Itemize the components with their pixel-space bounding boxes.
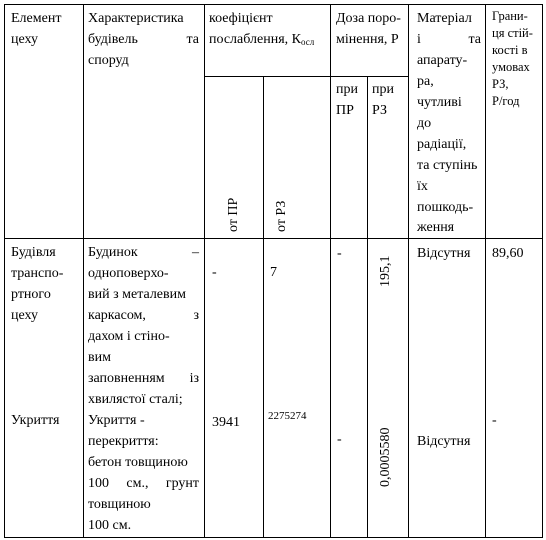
header-element-line1: Елемент: [11, 11, 62, 26]
header-coefficient-subscript: осл: [301, 37, 315, 47]
row1-characteristics-word: каркасом,: [88, 308, 146, 323]
header-dose-rz-line2: РЗ: [372, 103, 387, 118]
row1-characteristics-line: дахом і стіно-: [88, 329, 170, 344]
row2-characteristics-line: Укриття -: [88, 413, 145, 428]
header-k-rz: от РЗ: [274, 200, 289, 232]
row1-element-line: транспо-: [11, 266, 64, 281]
header-divider: [204, 76, 408, 77]
header-characteristics-word: та: [186, 32, 199, 47]
row2-dose-pr: -: [337, 432, 342, 447]
row1-characteristics-line: вий з металевим: [88, 287, 186, 302]
row2-characteristics-line: [88, 473, 199, 494]
header-limit-line: Р/год: [492, 94, 520, 108]
header-characteristics-word: будівель: [88, 32, 138, 47]
header-element-line2: цеху: [11, 32, 38, 47]
column-divider: [83, 4, 84, 538]
header-material-line: та ступінь: [417, 158, 478, 173]
row1-element-line: Будівля: [11, 245, 56, 260]
row1-characteristics-word: із: [189, 371, 199, 386]
header-limit-line: кості в: [492, 43, 528, 57]
row2-element-line: Укриття: [11, 413, 60, 428]
row1-characteristics-line: одноповерхо-: [88, 266, 169, 281]
row1-element-line: цеху: [11, 308, 38, 323]
header-limit-line: РЗ,: [492, 77, 509, 91]
header-dose-pr-line1: при: [336, 82, 358, 97]
table-border-right: [542, 4, 543, 538]
row2-characteristics-line: бетон товщиною: [88, 455, 188, 470]
header-material-line: чутливі: [417, 95, 462, 110]
column-divider: [367, 76, 368, 538]
row1-characteristics-line: [88, 242, 199, 263]
row1-characteristics-line: хвилястої сталі;: [88, 392, 183, 407]
row1-dose-pr: -: [337, 246, 342, 261]
table-border-bottom: [4, 537, 543, 538]
header-material-line: радіації,: [417, 137, 467, 152]
row2-characteristics-word: грунт: [165, 476, 199, 491]
row2-characteristics-word: 100: [88, 476, 109, 491]
header-k-pr: от ПР: [226, 197, 241, 232]
row1-k-pr: -: [212, 265, 217, 280]
row1-characteristics-word: з: [193, 308, 199, 323]
header-material-line: апарату-: [417, 53, 468, 68]
header-bottom-border: [4, 238, 543, 239]
header-dose-line2: мінення, Р: [336, 32, 399, 47]
header-material-line: їх: [417, 179, 428, 194]
row1-characteristics-line: [88, 368, 199, 389]
column-divider: [408, 4, 409, 538]
column-divider: [485, 4, 486, 538]
header-material-word: і: [417, 32, 421, 47]
header-material-line1: Матеріал: [417, 11, 472, 26]
row2-dose-rz: 0,0005580: [378, 427, 393, 487]
header-material-line2: [417, 29, 481, 50]
header-dose-rz-line1: при: [372, 82, 394, 97]
column-divider: [204, 4, 205, 538]
row1-characteristics-word: –: [192, 245, 199, 260]
row2-k-pr: 3941: [212, 415, 240, 430]
row1-material: Відсутня: [417, 246, 471, 261]
header-dose-line1: Доза поро-: [336, 11, 401, 26]
header-material-line: ження: [417, 220, 455, 235]
header-limit-line: Грани-: [492, 9, 528, 23]
table-border-top: [4, 4, 543, 5]
row2-characteristics-line: товщиною: [88, 497, 151, 512]
header-coefficient-line2: [209, 29, 314, 53]
header-dose-pr-line2: ПР: [336, 103, 354, 118]
row1-characteristics-line: вим: [88, 350, 111, 365]
column-divider: [330, 4, 331, 538]
column-divider: [263, 76, 264, 538]
row2-k-rz: 2275274: [268, 410, 307, 422]
row2-characteristics-line: перекриття:: [88, 434, 159, 449]
header-characteristics-line3: споруд: [88, 53, 129, 68]
row1-characteristics-line: [88, 305, 199, 326]
header-characteristics-line1: Характеристика: [88, 11, 184, 26]
row1-characteristics-word: заповненням: [88, 371, 165, 386]
header-coefficient-line1: коефіцієнт: [209, 11, 273, 26]
row1-k-rz: 7: [270, 265, 277, 280]
row1-characteristics-word: Будинок: [88, 245, 138, 260]
row2-characteristics-line: 100 см.: [88, 518, 132, 533]
header-material-line: пошкодь-: [417, 200, 474, 215]
header-material-line: ра,: [417, 74, 434, 89]
header-limit-line: ця стій-: [492, 26, 533, 40]
row2-limit: -: [492, 413, 497, 428]
row2-material: Відсутня: [417, 434, 471, 449]
header-material-word: та: [468, 32, 481, 47]
header-material-line: до: [417, 116, 432, 131]
row1-element-line: ртного: [11, 287, 51, 302]
row2-characteristics-word: см.,: [126, 476, 149, 491]
table-border-left: [4, 4, 5, 538]
row1-dose-rz: 195,1: [378, 255, 393, 287]
header-characteristics-line2: [88, 29, 199, 50]
header-limit-line: умовах: [492, 60, 530, 74]
row1-limit: 89,60: [492, 246, 524, 261]
header-coefficient-text: послаблення, К: [209, 32, 301, 47]
